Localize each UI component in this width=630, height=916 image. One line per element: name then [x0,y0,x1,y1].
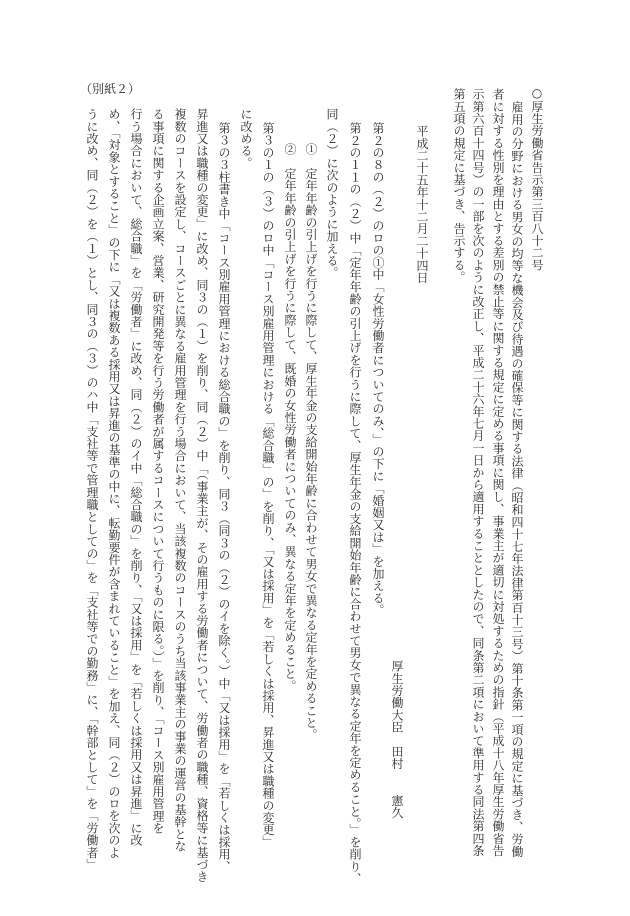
amendment-line: うに改め、同（２）を（１）とし、同３の（３）のハ中「支社等で管理職としての」を「支社等での勤務」に、「幹部として」を「労働者」 [85,108,99,871]
notice-date: 平成二十五年十二月二十四日 [415,125,429,284]
signatory: 厚生労働大臣 田村 憲久 [390,660,404,819]
amendment-line: め、「対象とすること」の下に「又は複数ある採用又は昇進の基準の中に、転勤要件が含まれていること」を加え、同（２）のロを次のよ [107,108,121,859]
amendment-line: に改める。 [239,108,253,169]
amendment-line: 行う場合において、総合職」を「労働者」に改め、同（２）のイ中「総合職の」を削り、「又は採用」を「若しくは採用又は昇進」に改 [129,108,143,847]
attachment-label: （別紙２） [80,82,141,96]
amendment-line: 第３の１の（３）のロ中「コース別雇用管理における「総合職」の」を削り、「又は採用」を「若しくは採用、昇進又は職種の変更」 [261,122,275,848]
amendment-line: 昇進又は職種の変更」に改め、同３の（１）を削り、同（２）中「（事業主が、その雇用する労働者について、労働者の職種、資格等に基づき [195,108,209,883]
amendment-line: 第２の８の（２）のロの①中「女性労働者についてのみ、」の下に「婚姻又は」を加える。 [371,122,385,617]
amendment-line: ② 定年年齢の引上げを行うに際して、既婚の女性労働者についてのみ、異なる定年を定めること。 [283,143,297,692]
amendment-line: ① 定年年齢の引上げを行うに際して、厚生年金の支給開始年齢に合わせて男女で異なる定年を定めること。 [304,143,318,741]
amendment-line: 第３の３柱書き中「コース別雇用管理における総合職の」を削り、同３（同３の（２）のイを除く。）中「又は採用」を「若しくは採用、 [217,122,231,873]
preamble-line: 者に対する性別を理由とする差別の禁止等に関する規定に定める事項に関し、事業主が適切に対処するための指針（平成十八年厚生労働省告 [491,88,505,857]
preamble-line: 示第六百十四号）の一部を次のように改正し、平成二十六年七月一日から適用することとしたので、同条第二項において準用する同法第四条 [471,88,485,857]
amendment-line: る事項に関する企画立案、営業、研究開発等を行う労働者が属するコースについて行うものに限る。）」を削り、「コース別雇用管理を [151,108,165,835]
amendment-line: 第２の１１の（２）中「定年年齢の引上げを行うに際して、厚生年金の支給開始年齢に合わせて男女で異なる定年を定めること。」を削り、 [348,122,362,885]
notice-title: ○厚生労働省告示第三百八十二号 [530,86,544,271]
amendment-line: 同（２）に次のように加える。 [325,108,339,279]
preamble-line: 雇用の分野における男女の均等な機会及び待遇の確保等に関する法律（昭和四十七年法律第百十三号）第十条第一項の規定に基づき、労働 [510,101,524,858]
amendment-line: 複数のコースを設定し、コースごとに異なる雇用管理を行う場合において、当該複数のコースのうち当該事業主の事業の運営の基幹とな [173,108,187,853]
preamble-line: 第五項の規定に基づき、告示する。 [452,88,466,284]
